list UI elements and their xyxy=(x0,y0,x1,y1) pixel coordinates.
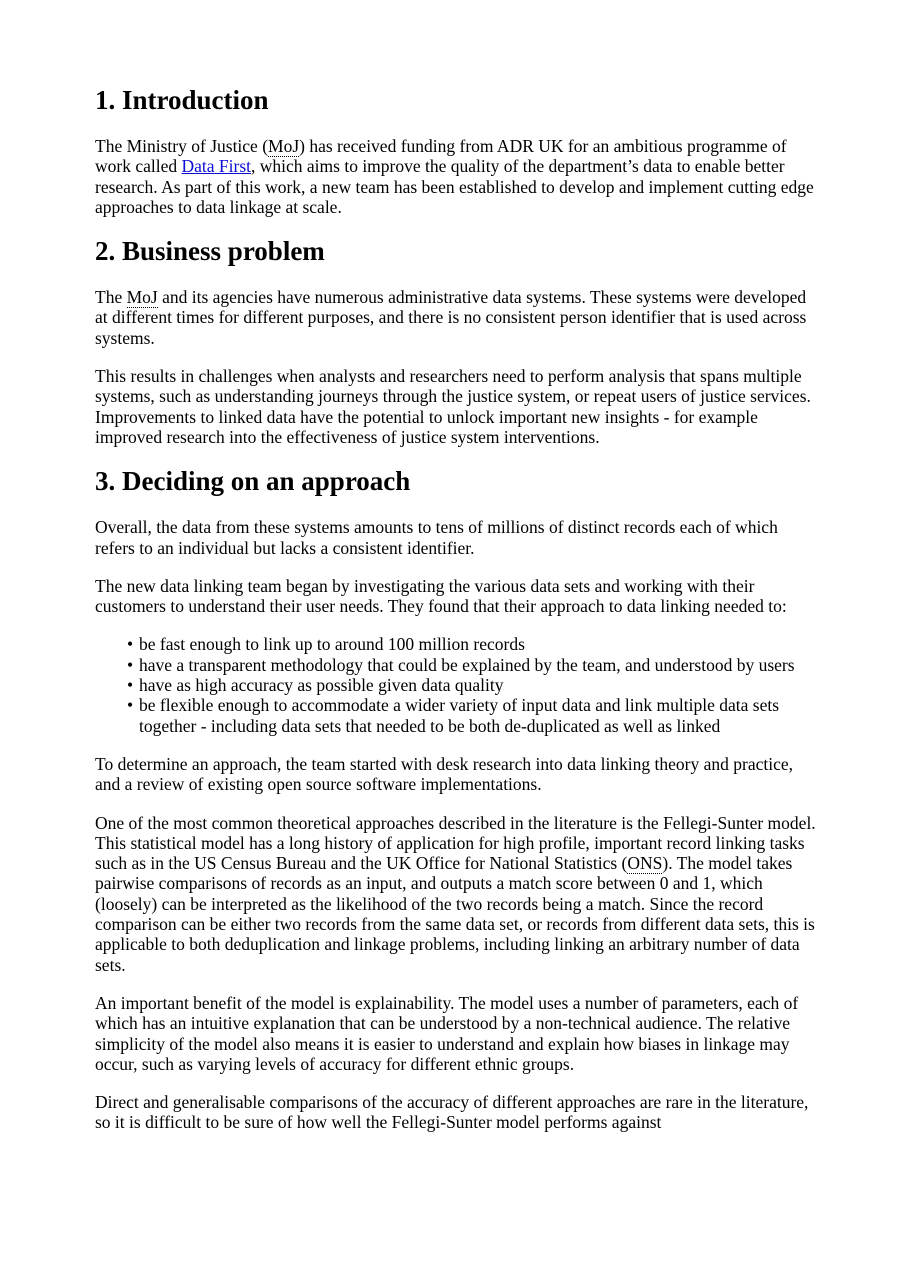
list-item-text: be fast enough to link up to around 100 million records xyxy=(139,634,525,655)
text-run: ) has received funding from ADR UK for an ambitious programme of work called xyxy=(95,136,787,177)
list-item-text: have as high accuracy as possible given data quality xyxy=(139,675,504,696)
text-run: , which aims to improve the quality of the department’s data to enable better research. As part of this work, a new team has been established to develop and implement cutting edge approaches to data linkage at scale. xyxy=(95,156,814,217)
list-item-text: have a transparent methodology that could be explained by the team, and understood by users xyxy=(139,654,795,675)
paragraph xyxy=(95,136,820,217)
text-run: The Ministry of Justice ( xyxy=(95,136,269,156)
list-item-text: be flexible enough to accommodate a wider variety of input data and link multiple data sets together - including data sets that needed to be both de-duplicated as well as linked xyxy=(139,695,780,736)
data-first-link[interactable]: Data First xyxy=(181,156,252,177)
paragraph: To determine an approach, the team started with desk research into data linking theory and practice, and a review of existing open source software implementations. xyxy=(95,753,794,795)
paragraph xyxy=(95,287,820,348)
section-deciding-approach xyxy=(95,465,820,1132)
paragraph: An important benefit of the model is explainability. The model uses a number of parameters, each of which has an intuitive explanation that can be understood by a non-technical audience. The relative simplicity of the model also means it is easier to understand and explain how biases in linkage may occur, such as varying levels of accuracy for different ethnic groups. xyxy=(95,992,799,1074)
section-business-problem xyxy=(95,235,820,447)
abbreviation-moj[interactable]: MoJ xyxy=(268,136,300,156)
bullet-icon: • xyxy=(127,695,134,716)
paragraph: The new data linking team began by investigating the various data sets and working with their customers to understand their user needs. They found that their approach to data linking needed to: xyxy=(95,575,787,617)
text-run: The xyxy=(95,287,127,308)
paragraph xyxy=(95,813,820,975)
section-heading: 1. Introduction xyxy=(95,85,269,115)
list-item xyxy=(127,655,820,675)
paragraph: Overall, the data from these systems amounts to tens of millions of distinct records each of which refers to an individual but lacks a consistent identifier. xyxy=(95,517,778,558)
paragraph: Direct and generalisable comparisons of the accuracy of different approaches are rare in the literature, so it is difficult to be sure of how well the Fellegi-Sunter model performs against xyxy=(95,1092,809,1133)
bullet-icon: • xyxy=(127,654,134,675)
requirements-list xyxy=(95,634,820,735)
bullet-icon: • xyxy=(127,634,134,655)
paragraph: This results in challenges when analysts and researchers need to perform analysis that spans multiple systems, such as understanding journeys through the justice system, or repeat users of justice services. Improvements to linked data have the potential to unlock important new insights - for example improved research into the effectiveness of justice system interventions. xyxy=(95,366,811,447)
section-heading: 3. Deciding on an approach xyxy=(95,466,411,497)
bullet-icon: • xyxy=(127,675,134,696)
abbreviation-moj[interactable]: MoJ xyxy=(126,287,158,308)
list-item xyxy=(127,634,820,654)
text-run: and its agencies have numerous administrative data systems. These systems were developed at different times for different purposes, and there is no consistent person identifier that is used across systems. xyxy=(95,287,807,348)
list-item xyxy=(127,695,820,736)
list-item xyxy=(127,675,820,695)
text-run: ). The model takes pairwise comparisons of records as an input, and outputs a match score between 0 and 1, which (loosely) can be interpreted as the likelihood of the two records being a match. Since the record comparison can be either two records from the same data set, or records from different data sets, this is applicable to both deduplication and linkage problems, including linking an arbitrary number of data sets. xyxy=(95,853,815,975)
section-introduction xyxy=(95,84,820,217)
abbreviation-ons[interactable]: ONS xyxy=(627,853,663,874)
text-run: One of the most common theoretical approaches described in the literature is the Fellegi-Sunter model. This statistical model has a long history of application for high profile, important record linking tasks such as in the US Census Bureau and the UK Office for National Statistics ( xyxy=(95,812,816,874)
section-heading: 2. Business problem xyxy=(95,236,325,267)
